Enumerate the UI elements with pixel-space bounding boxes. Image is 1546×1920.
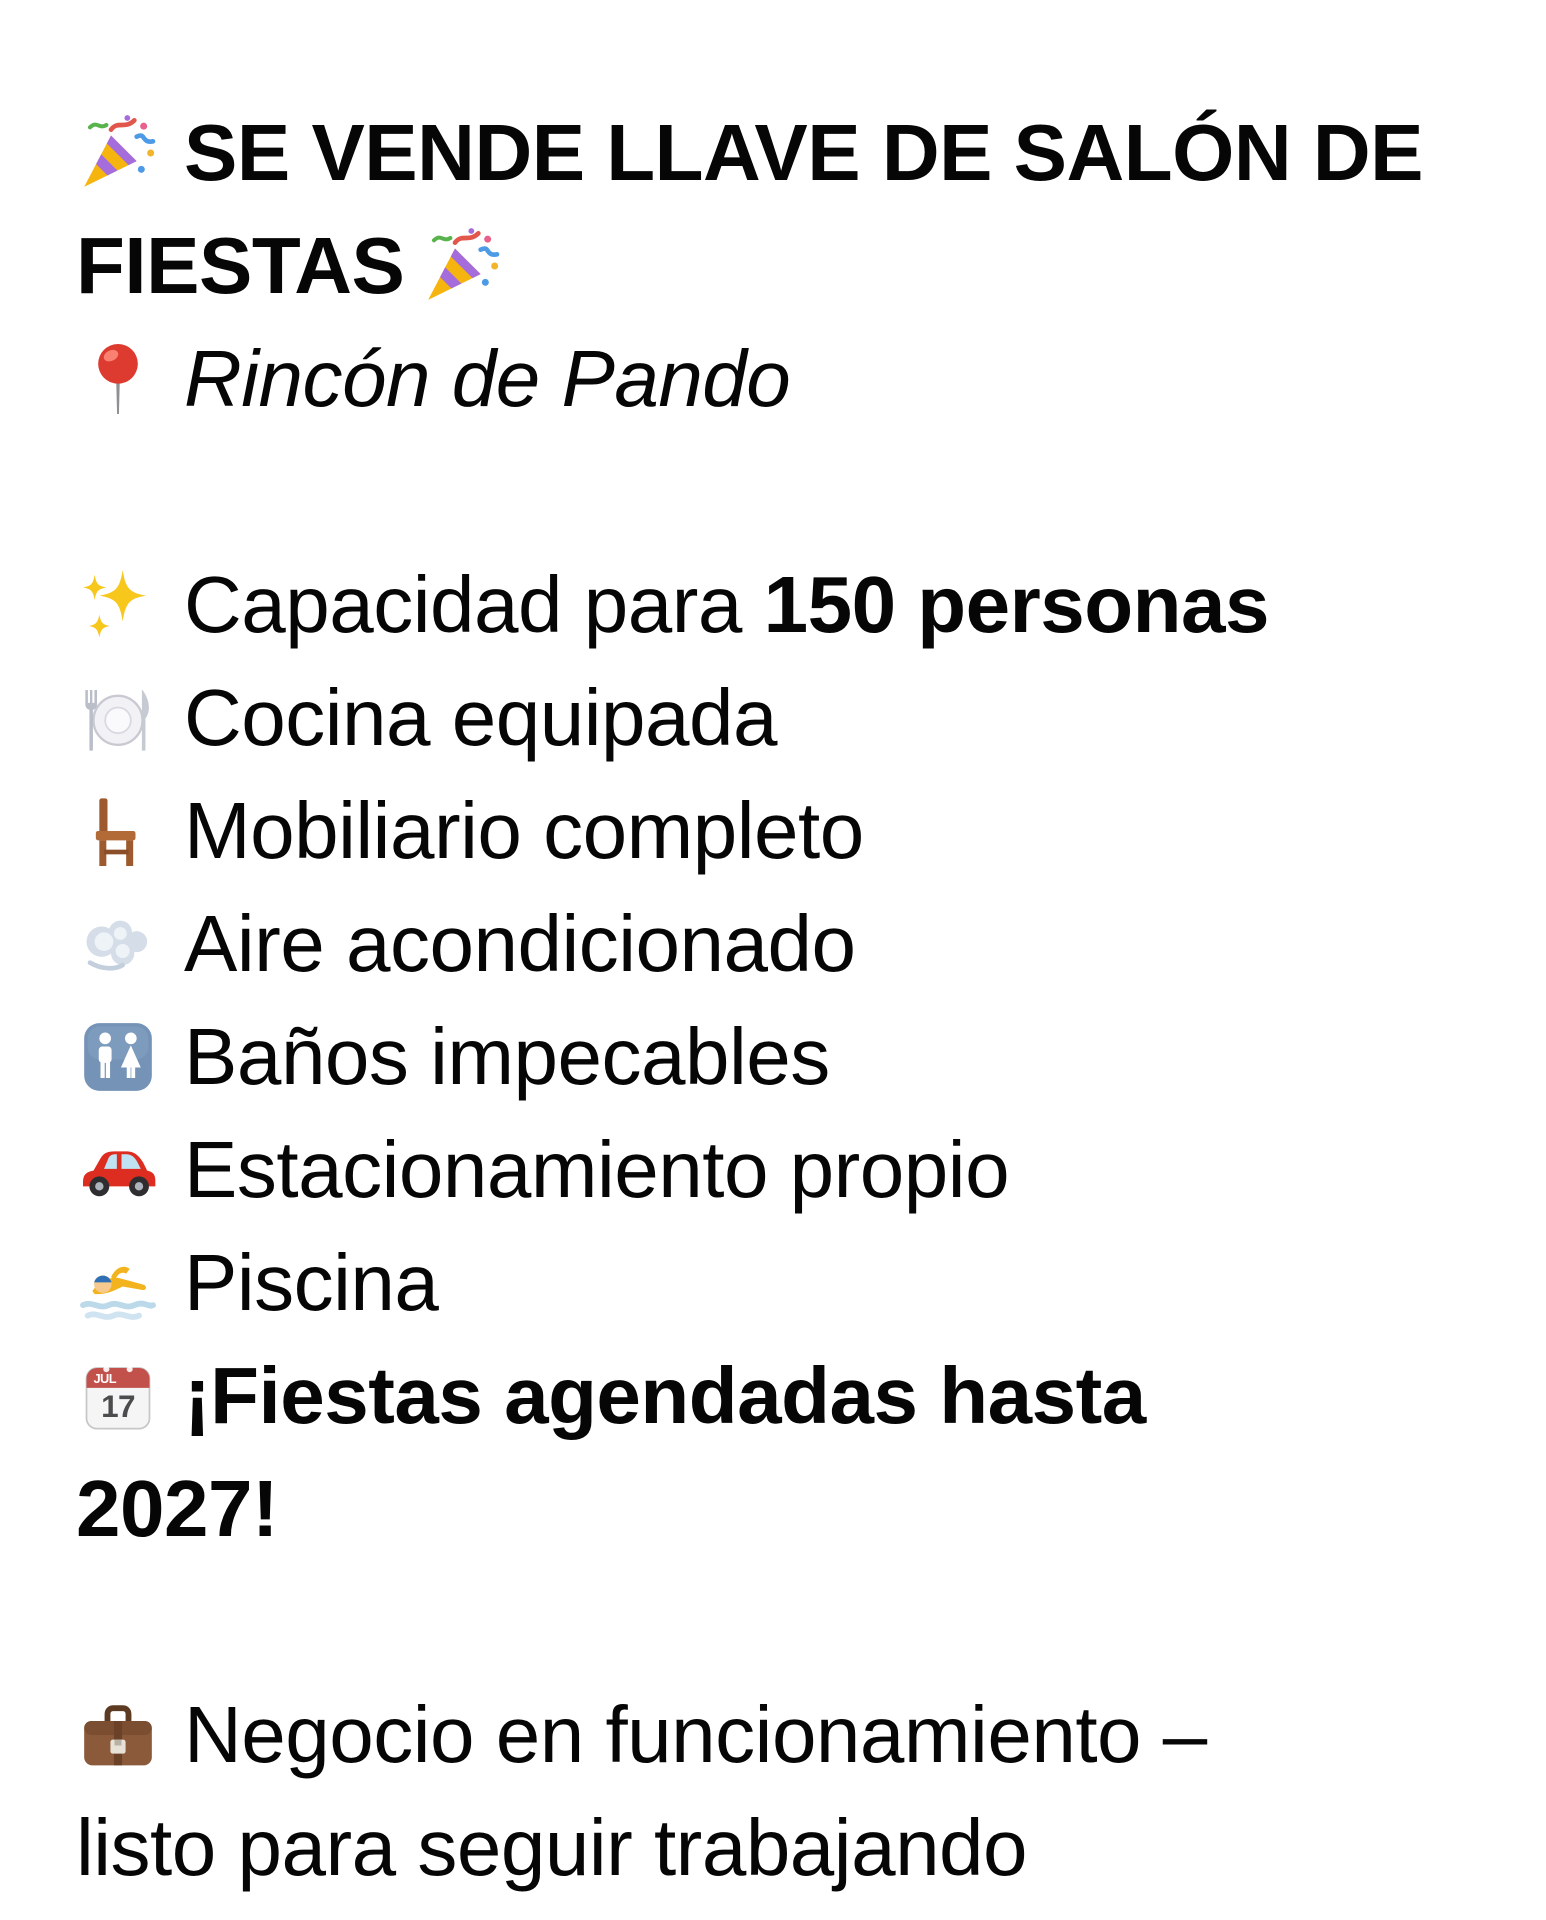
calendar-icon bbox=[76, 1354, 160, 1438]
title-line-2: FIESTAS bbox=[76, 221, 405, 310]
feature-text: Capacidad para bbox=[184, 560, 764, 649]
blank-line bbox=[76, 1565, 1490, 1678]
feature-kitchen bbox=[76, 661, 1490, 774]
party-popper-icon bbox=[420, 224, 504, 308]
fork-and-knife-with-plate-icon bbox=[76, 676, 160, 760]
post-title bbox=[76, 96, 1490, 322]
feature-text: Estacionamiento propio bbox=[184, 1125, 1010, 1214]
closing-line-1: Negocio en funcionamiento – bbox=[184, 1690, 1207, 1779]
feature-text: Mobiliario completo bbox=[184, 786, 864, 875]
round-pushpin-icon bbox=[76, 337, 160, 421]
restroom-icon bbox=[76, 1015, 160, 1099]
feature-parking bbox=[76, 1113, 1490, 1226]
feature-text: Baños impecables bbox=[184, 1012, 830, 1101]
feature-bold-line-2: 2027! bbox=[76, 1464, 279, 1553]
location-line bbox=[76, 322, 1490, 435]
closing-line-2: listo para seguir trabajando bbox=[76, 1803, 1028, 1892]
dash-of-smoke-icon bbox=[76, 902, 160, 986]
calendar-day-label: 17 bbox=[101, 1388, 135, 1424]
feature-bold-line-1: ¡Fiestas agendadas hasta bbox=[184, 1351, 1146, 1440]
swimmer-icon bbox=[76, 1241, 160, 1325]
sparkles-icon bbox=[76, 563, 160, 647]
blank-line bbox=[76, 435, 1490, 548]
automobile-icon bbox=[76, 1128, 160, 1212]
title-line-1: SE VENDE LLAVE DE SALÓN DE bbox=[184, 108, 1424, 197]
calendar-month-label: JUL bbox=[93, 1371, 116, 1387]
feature-bathrooms bbox=[76, 1000, 1490, 1113]
feature-text: Cocina equipada bbox=[184, 673, 777, 762]
feature-furniture bbox=[76, 774, 1490, 887]
closing-line bbox=[76, 1678, 1490, 1904]
feature-pool bbox=[76, 1226, 1490, 1339]
feature-capacity bbox=[76, 548, 1490, 661]
location-name: Rincón de Pando bbox=[184, 334, 791, 423]
feature-bold-text: 150 personas bbox=[763, 560, 1269, 649]
feature-text: Aire acondicionado bbox=[184, 899, 856, 988]
feature-bookings bbox=[76, 1339, 1490, 1565]
party-popper-icon bbox=[76, 111, 160, 195]
feature-air-conditioning bbox=[76, 887, 1490, 1000]
briefcase-icon bbox=[76, 1693, 160, 1777]
feature-text: Piscina bbox=[184, 1238, 439, 1327]
chair-icon bbox=[76, 789, 160, 873]
